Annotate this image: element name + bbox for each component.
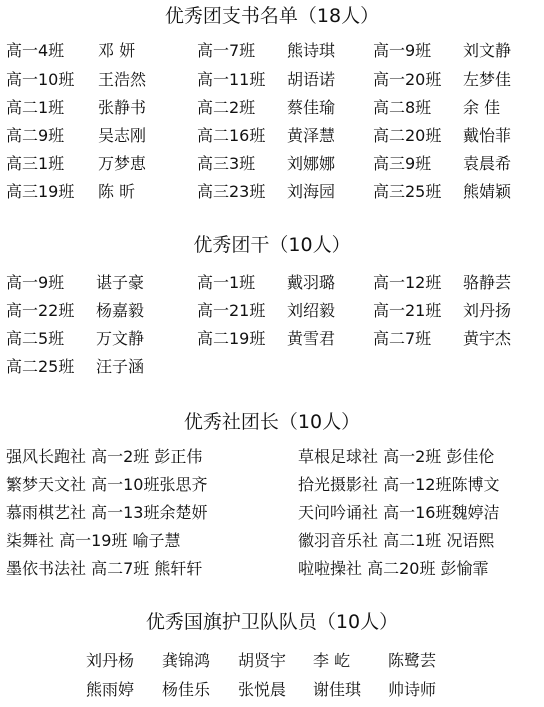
class-label: 高二1班 xyxy=(6,98,65,117)
table-row xyxy=(0,558,544,582)
table-row xyxy=(0,530,544,554)
class-label: 高二7班 xyxy=(373,329,432,348)
class-label: 高二25班 xyxy=(6,357,75,376)
student-name: 帅诗师 xyxy=(388,680,437,699)
table-row xyxy=(0,153,544,177)
student-name: 万文静 xyxy=(96,329,145,348)
class-label: 高三3班 xyxy=(197,154,256,173)
student-name: 刘丹杨 xyxy=(86,651,135,670)
club-leader-entry: 草根足球社 高一2班 彭佳伦 xyxy=(298,447,495,466)
class-label: 高二9班 xyxy=(6,126,65,145)
table-row xyxy=(0,40,544,64)
class-label: 高一7班 xyxy=(197,41,256,60)
club-leader-entry: 啦啦操社 高二20班 彭愉霏 xyxy=(298,559,489,578)
student-name: 熊雨婷 xyxy=(86,680,135,699)
class-label: 高二19班 xyxy=(197,329,266,348)
section-title-flag-guards: 优秀国旗护卫队队员（10人） xyxy=(145,611,399,633)
student-name: 骆静芸 xyxy=(463,273,512,292)
club-leader-entry: 墨依书法社 高二7班 熊轩轩 xyxy=(6,559,203,578)
table-row xyxy=(0,272,544,296)
table-row xyxy=(0,125,544,149)
table-row xyxy=(0,69,544,93)
table-row xyxy=(0,474,544,498)
table-row xyxy=(0,446,544,470)
club-leader-entry: 徽羽音乐社 高二1班 况语熙 xyxy=(298,531,495,550)
table-row xyxy=(0,97,544,121)
table-row xyxy=(0,356,544,380)
student-name: 余 佳 xyxy=(463,98,501,117)
student-name: 王浩然 xyxy=(98,70,147,89)
table-row xyxy=(0,650,544,674)
class-label: 高三1班 xyxy=(6,154,65,173)
section-title-secretaries: 优秀团支书名单（18人） xyxy=(164,5,380,27)
student-name: 黄宇杰 xyxy=(463,329,512,348)
class-label: 高三25班 xyxy=(373,182,442,201)
student-name: 杨嘉毅 xyxy=(96,301,145,320)
student-name: 刘海园 xyxy=(287,182,336,201)
table-row xyxy=(0,328,544,352)
class-label: 高一9班 xyxy=(373,41,432,60)
student-name: 熊诗琪 xyxy=(287,41,336,60)
class-label: 高一4班 xyxy=(6,41,65,60)
class-label: 高一20班 xyxy=(373,70,442,89)
class-label: 高二5班 xyxy=(6,329,65,348)
student-name: 张悦晨 xyxy=(238,680,287,699)
class-label: 高二2班 xyxy=(197,98,256,117)
student-name: 刘丹扬 xyxy=(463,301,512,320)
class-label: 高一21班 xyxy=(197,301,266,320)
class-label: 高一21班 xyxy=(373,301,442,320)
student-name: 戴怡菲 xyxy=(463,126,512,145)
student-name: 黄泽慧 xyxy=(287,126,336,145)
class-label: 高二20班 xyxy=(373,126,442,145)
club-leader-entry: 强风长跑社 高一2班 彭正伟 xyxy=(6,447,203,466)
student-name: 杨佳乐 xyxy=(162,680,211,699)
club-leader-entry: 繁梦天文社 高一10班张思齐 xyxy=(6,475,208,494)
table-row xyxy=(0,502,544,526)
student-name: 陈 昕 xyxy=(98,182,136,201)
class-label: 高三19班 xyxy=(6,182,75,201)
student-name: 刘娜娜 xyxy=(287,154,336,173)
student-name: 谌子豪 xyxy=(96,273,145,292)
class-label: 高二8班 xyxy=(373,98,432,117)
class-label: 高一1班 xyxy=(197,273,256,292)
section-title-cadres: 优秀团干（10人） xyxy=(193,234,351,256)
student-name: 邓 妍 xyxy=(98,41,136,60)
student-name: 蔡佳瑜 xyxy=(287,98,336,117)
student-name: 胡语诺 xyxy=(287,70,336,89)
student-name: 李 屹 xyxy=(313,651,351,670)
student-name: 左梦佳 xyxy=(463,70,512,89)
student-name: 熊婧颖 xyxy=(463,182,512,201)
class-label: 高一12班 xyxy=(373,273,442,292)
student-name: 黄雪君 xyxy=(287,329,336,348)
student-name: 张静书 xyxy=(98,98,147,117)
student-name: 戴羽璐 xyxy=(287,273,336,292)
table-row xyxy=(0,181,544,205)
class-label: 高一22班 xyxy=(6,301,75,320)
class-label: 高一10班 xyxy=(6,70,75,89)
club-leader-entry: 慕雨棋艺社 高一13班余楚妍 xyxy=(6,503,208,522)
student-name: 龚锦鸿 xyxy=(162,651,211,670)
club-leader-entry: 天问吟诵社 高一16班魏婷洁 xyxy=(298,503,500,522)
student-name: 袁晨希 xyxy=(463,154,512,173)
table-row xyxy=(0,679,544,703)
club-leader-entry: 柒舞社 高一19班 喻子慧 xyxy=(6,531,181,550)
class-label: 高一11班 xyxy=(197,70,266,89)
table-row xyxy=(0,300,544,324)
student-name: 吴志刚 xyxy=(98,126,147,145)
student-name: 谢佳琪 xyxy=(313,680,362,699)
class-label: 高一9班 xyxy=(6,273,65,292)
class-label: 高三9班 xyxy=(373,154,432,173)
class-label: 高三23班 xyxy=(197,182,266,201)
student-name: 汪子涵 xyxy=(96,357,145,376)
student-name: 刘文静 xyxy=(463,41,512,60)
student-name: 万梦恵 xyxy=(98,154,147,173)
student-name: 陈鹭芸 xyxy=(388,651,437,670)
section-title-club-leaders: 优秀社团长（10人） xyxy=(183,411,361,433)
class-label: 高二16班 xyxy=(197,126,266,145)
student-name: 刘绍毅 xyxy=(287,301,336,320)
student-name: 胡贤宇 xyxy=(238,651,287,670)
club-leader-entry: 拾光摄影社 高一12班陈博文 xyxy=(298,475,500,494)
